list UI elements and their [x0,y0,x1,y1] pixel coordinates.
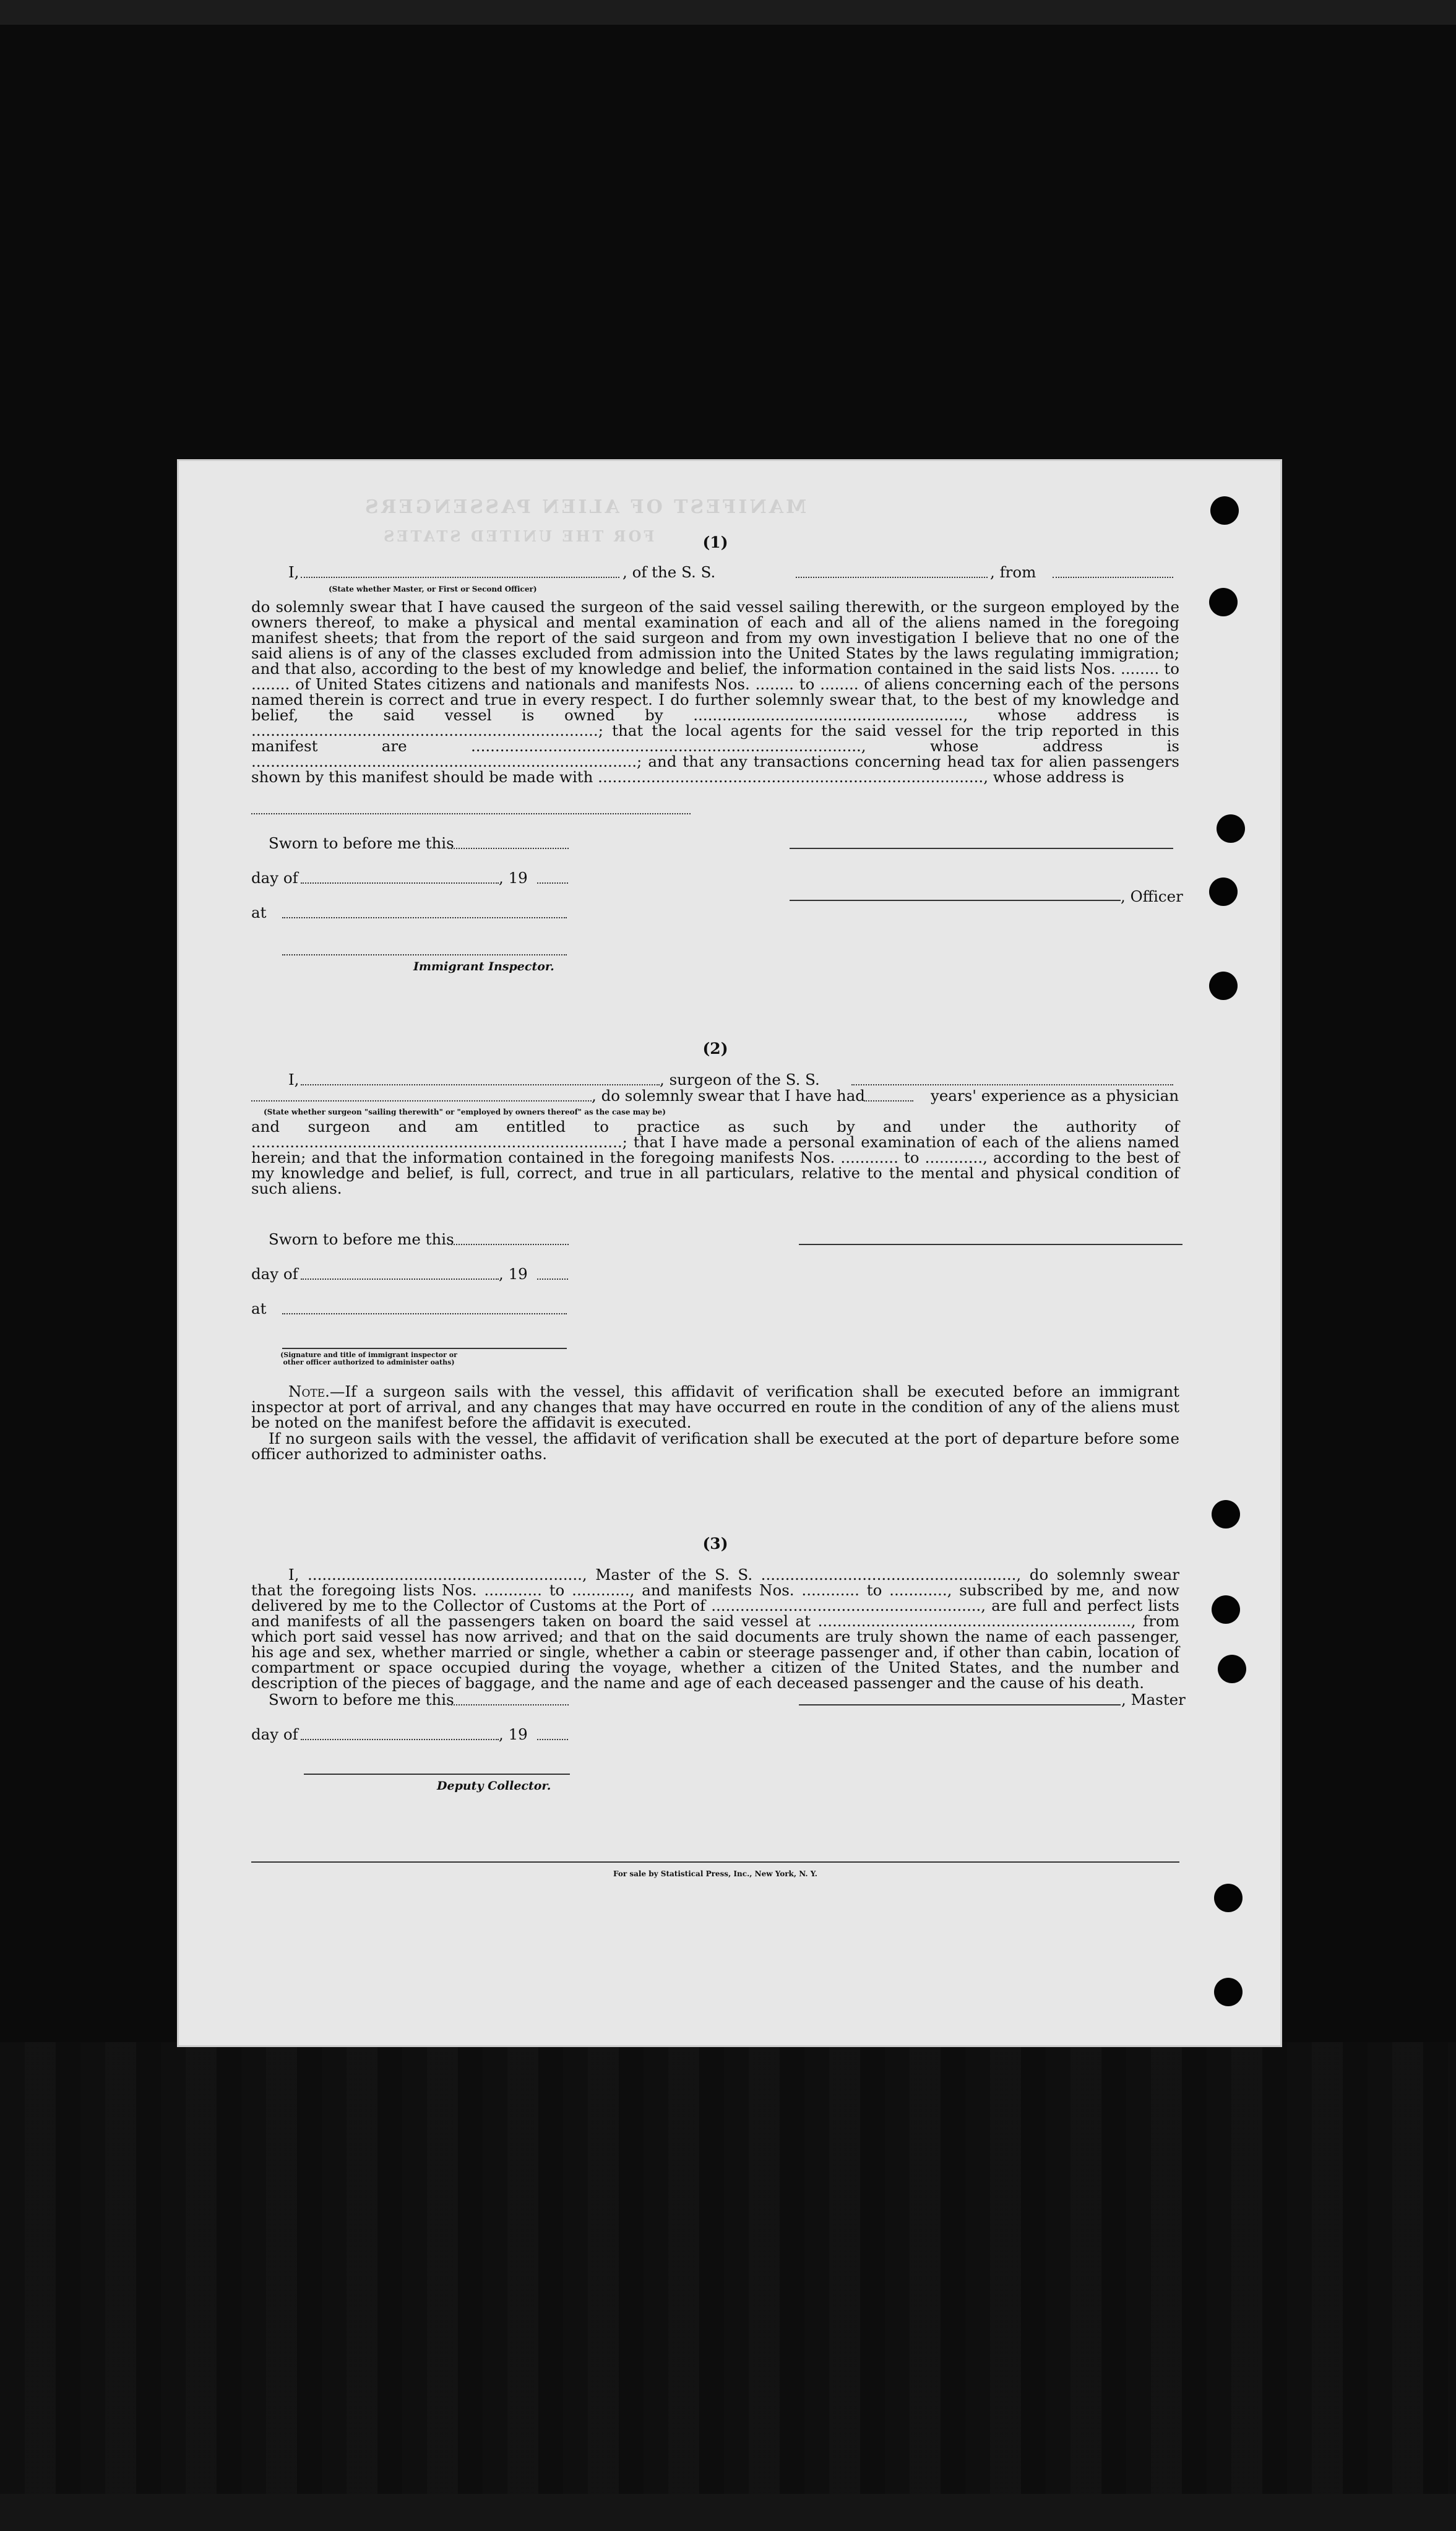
day-of-label-1: day of [251,869,298,887]
from-label: , from [990,563,1036,581]
sworn-day-field-1[interactable] [448,848,569,849]
punch-hole-icon [1209,877,1238,906]
year-label-1: , 19 [499,869,528,887]
inspector-signature-line[interactable] [282,954,567,955]
film-edge-bottom [0,2494,1456,2531]
head-tax-address-field[interactable] [251,813,691,814]
officer-signature-line-1[interactable] [790,848,1173,849]
punch-hole-icon [1210,496,1239,525]
surgeon-status-field[interactable] [251,1100,592,1102]
sworn-day-field-3[interactable] [448,1704,569,1705]
at-label-1: at [251,903,267,921]
master-label: , Master [1121,1691,1186,1709]
punch-hole-icon [1212,1595,1240,1624]
officer-rank-hint: (State whether Master, or First or Second Officer) [329,585,537,593]
punch-hole-icon [1209,972,1238,1000]
sworn-label-2: Sworn to before me this [269,1230,454,1248]
signature-title-caption: (Signature and title of immigrant inspector or other officer authorized to administer oaths) [280,1351,457,1366]
officer-label: , Officer [1121,887,1183,905]
year-field-3[interactable] [537,1739,568,1740]
of-ss-label: , of the S. S. [622,563,716,581]
text-i: I, [288,563,299,581]
swear-years-label: , do solemnly swear that I have had [592,1087,865,1105]
officer-signature-line-2[interactable] [790,900,1121,901]
scan-background-texture [0,2042,1456,2531]
from-port-field[interactable] [1053,577,1173,578]
section-1-number: (1) [702,533,728,551]
note-paragraph-2: If no surgeon sails with the vessel, the affidavit of verification shall be executed at the port of departure before some officer authorized to administer oaths. [251,1429,1179,1463]
surgeon-name-field[interactable] [301,1084,660,1085]
footer-rule [251,1861,1179,1863]
sworn-day-field-2[interactable] [448,1244,569,1245]
year-label-3: , 19 [499,1725,528,1743]
punch-hole-icon [1217,814,1245,843]
bleed-through-text: MANIFEST OF ALIEN PASSENGERS [363,496,807,518]
section-2-number: (2) [702,1040,728,1058]
note-label: Note. [288,1382,330,1400]
years-experience-field[interactable] [864,1100,913,1102]
section-1-line-1 [288,564,299,580]
at-label-2: at [251,1300,267,1317]
note-paragraph [251,1384,1179,1430]
day-of-field-3[interactable] [301,1739,499,1740]
section-3-body: I, ........................................................., Master of the S. S. ....................................................., do solemnly swear that the foregoing lists Nos. ............ to ............, and manifests Nos. ............ to ............, subscribed by me, and now delivered by me to the Collector of Customs at the Port of ........................................................, are full and perfect lists and manifests of all the passengers taken on board the said vessel at ................................................................., from which port said vessel has now arrived; and that on the said documents are truly shown the name of each passenger, his age and sex, whether married or single, whether a cabin or steerage passenger and, if other than cabin, location of compartment or space occupied during the voyage, whether a citizen of the United States, and the number and description of the pieces of baggage, and the name and age of each deceased passenger and the cause of his death. [251,1566,1179,1692]
sworn-label-1: Sworn to before me this [269,834,454,852]
day-of-field-1[interactable] [301,882,499,884]
surgeon-status-hint: (State whether surgeon "sailing therewith" or "employed by owners thereof" as the case may be) [264,1108,666,1116]
bleed-through-text: FOR THE UNITED STATES [381,527,655,545]
vessel-name-field[interactable] [796,577,988,578]
surgeon-of-ss-label: , surgeon of the S. S. [660,1071,820,1089]
deputy-collector-caption: Deputy Collector. [437,1779,551,1793]
day-of-field-2[interactable] [301,1278,499,1280]
punch-hole-icon [1212,1500,1240,1529]
officer-rank-field[interactable] [301,577,619,578]
punch-hole-icon [1214,1978,1243,2006]
punch-hole-icon [1214,1884,1243,1912]
years-physician-label: years' experience as a physician [931,1087,1179,1105]
section-1-body: do solemnly swear that I have caused the surgeon of the said vessel sailing therewith, or the surgeon employed by the owners thereof, to make a physical and mental examination of each and all of the aliens named in the foregoing manifest sheets; that from the report of the said surgeon and from my own investigation I believe that no one of the said aliens is of any of the classes excluded from admission into the United States by the laws regulating immigration; and that also, according to the best of my knowledge and belief, the information contained in the said lists Nos. ........ to ........ of United States citizens and nationals and manifests Nos. ........ to ........ of aliens concerning each of the persons named therein is correct and true in every respect. I do further solemnly swear that, to the best of my knowledge and belief, the said vessel is owned by ........................................................, whose address is ........................................................................; that the local agents for the said vessel for the trip reported in this manifest are ................................................................................., whose address is ................................................................................; and that any transactions concerning head tax for alien passengers shown by this manifest should be made with ................................................................................, whose address is [251,598,1179,786]
surgeon-vessel-field[interactable] [851,1084,1173,1085]
year-field-2[interactable] [537,1278,568,1280]
film-edge-top [0,0,1456,25]
sworn-label-3: Sworn to before me this [269,1691,454,1709]
master-signature-line[interactable] [799,1704,1121,1705]
day-of-label-3: day of [251,1725,298,1743]
year-label-2: , 19 [499,1265,528,1283]
note-text: —If a surgeon sails with the vessel, this affidavit of verification shall be executed before an immigrant inspector at port of arrival, and any changes that may have occurred en route in the condition of any of the aliens must be noted on the manifest before the affidavit is executed. [251,1382,1179,1431]
immigrant-inspector-caption: Immigrant Inspector. [413,960,554,973]
day-of-label-2: day of [251,1265,298,1283]
text-i-2: I, [288,1071,299,1089]
year-field-1[interactable] [537,882,568,884]
inspector-signature-line-2[interactable] [282,1348,567,1349]
manifest-page [177,459,1282,2047]
at-field-1[interactable] [282,917,567,918]
section-3-number: (3) [702,1535,728,1553]
punch-hole-icon [1218,1655,1246,1683]
section-2-body: and surgeon and am entitled to practice as such by and under the authority of .............................................................................; that I have made a personal examination of each of the aliens named herein; and that the information contained in the foregoing manifests Nos. ............ to ............, according to the best of my knowledge and belief, is full, correct, and true in all particulars, relative to the mental and physical condition of such aliens. [251,1118,1179,1197]
surgeon-signature-line[interactable] [799,1244,1182,1245]
deputy-collector-signature-line[interactable] [304,1774,570,1775]
punch-hole-icon [1209,588,1238,616]
at-field-2[interactable] [282,1313,567,1314]
printer-footer: For sale by Statistical Press, Inc., New York, N. Y. [613,1869,817,1878]
